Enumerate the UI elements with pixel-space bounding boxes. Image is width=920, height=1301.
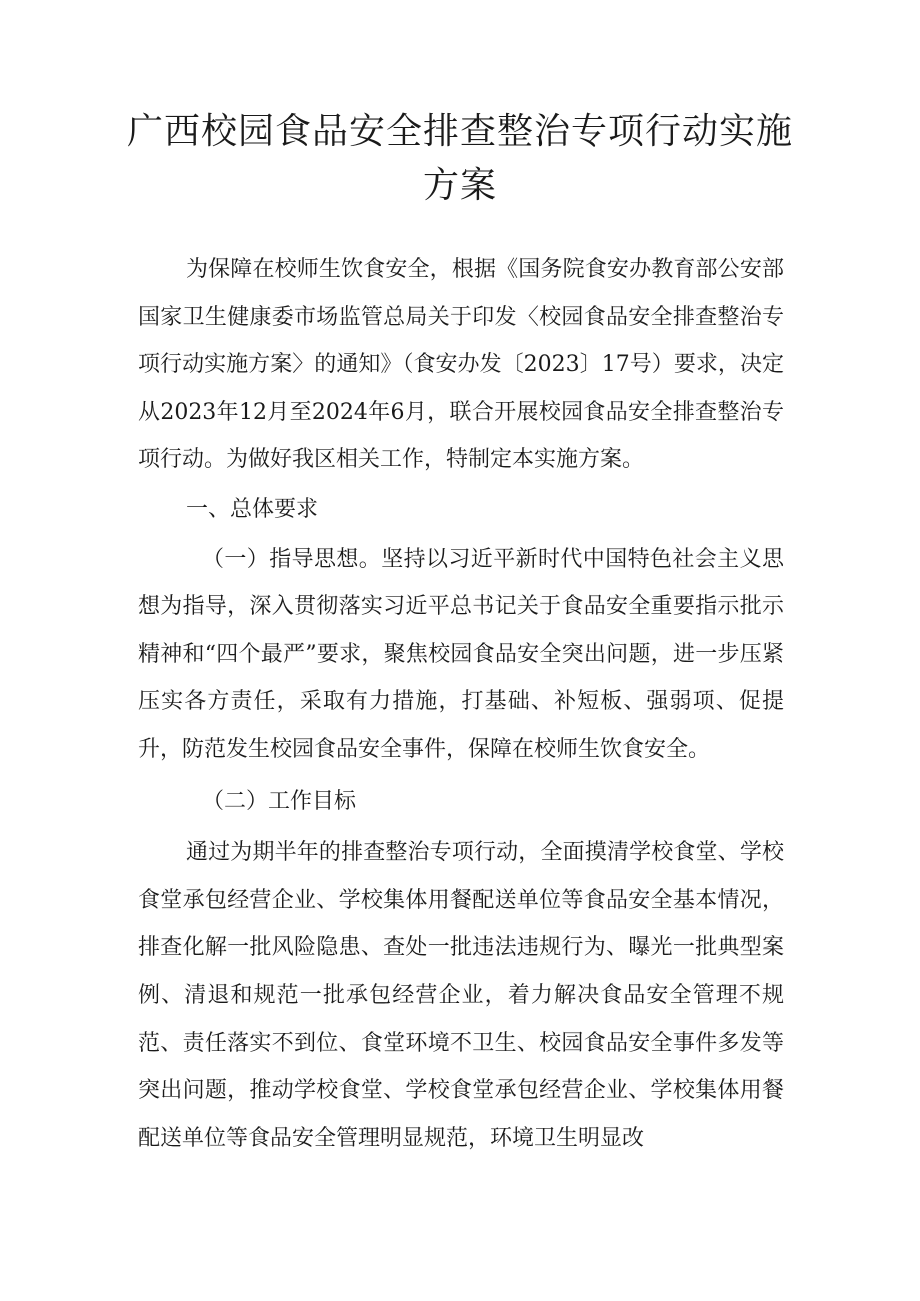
document-title-line-1: 广西校园食品安全排查整治专项行动实施 — [126, 111, 793, 152]
document-body — [138, 246, 784, 1162]
guiding-thought-paragraph: （一）指导思想。坚持以习近平新时代中国特色社会主义思想为指导，深入贯彻落实习近平总书记关于食品安全重要指示批示精神和“四个最严”要求，聚焦校园食品安全突出问题，进一步压紧压实各方责任，采取有力措施，打基础、补短板、强弱项、促提升，防范发生校园食品安全事件，保障在校师生饮食安全。 — [138, 546, 784, 762]
section-heading-general-requirements: 一、总体要求 — [186, 496, 319, 522]
subsection-heading-goals: （二）工作目标 — [202, 788, 357, 814]
document-title-line-2: 方案 — [422, 165, 497, 206]
intro-paragraph: 为保障在校师生饮食安全，根据《国务院食安办教育部公安部国家卫生健康委市场监管总局关于印发〈校园食品安全排查整治专项行动实施方案〉的通知》（食安办发〔2023〕17号）要求，决定从2023年12月至2024年6月，联合开展校园食品安全排查整治专项行动。为做好我区相关工作，特制定本实施方案。 — [138, 257, 784, 473]
goals-paragraph: 通过为期半年的排查整治专项行动，全面摸清学校食堂、学校食堂承包经营企业、学校集体用餐配送单位等食品安全基本情况，排查化解一批风险隐患、查处一批违法违规行为、曝光一批典型案例、清退和规范一批承包经营企业，着力解决食品安全管理不规范、责任落实不到位、食堂环境不卫生、校园食品安全事件多发等突出问题，推动学校食堂、学校食堂承包经营企业、学校集体用餐配送单位等食品安全管理明显规范，环境卫生明显改 — [138, 840, 784, 1151]
